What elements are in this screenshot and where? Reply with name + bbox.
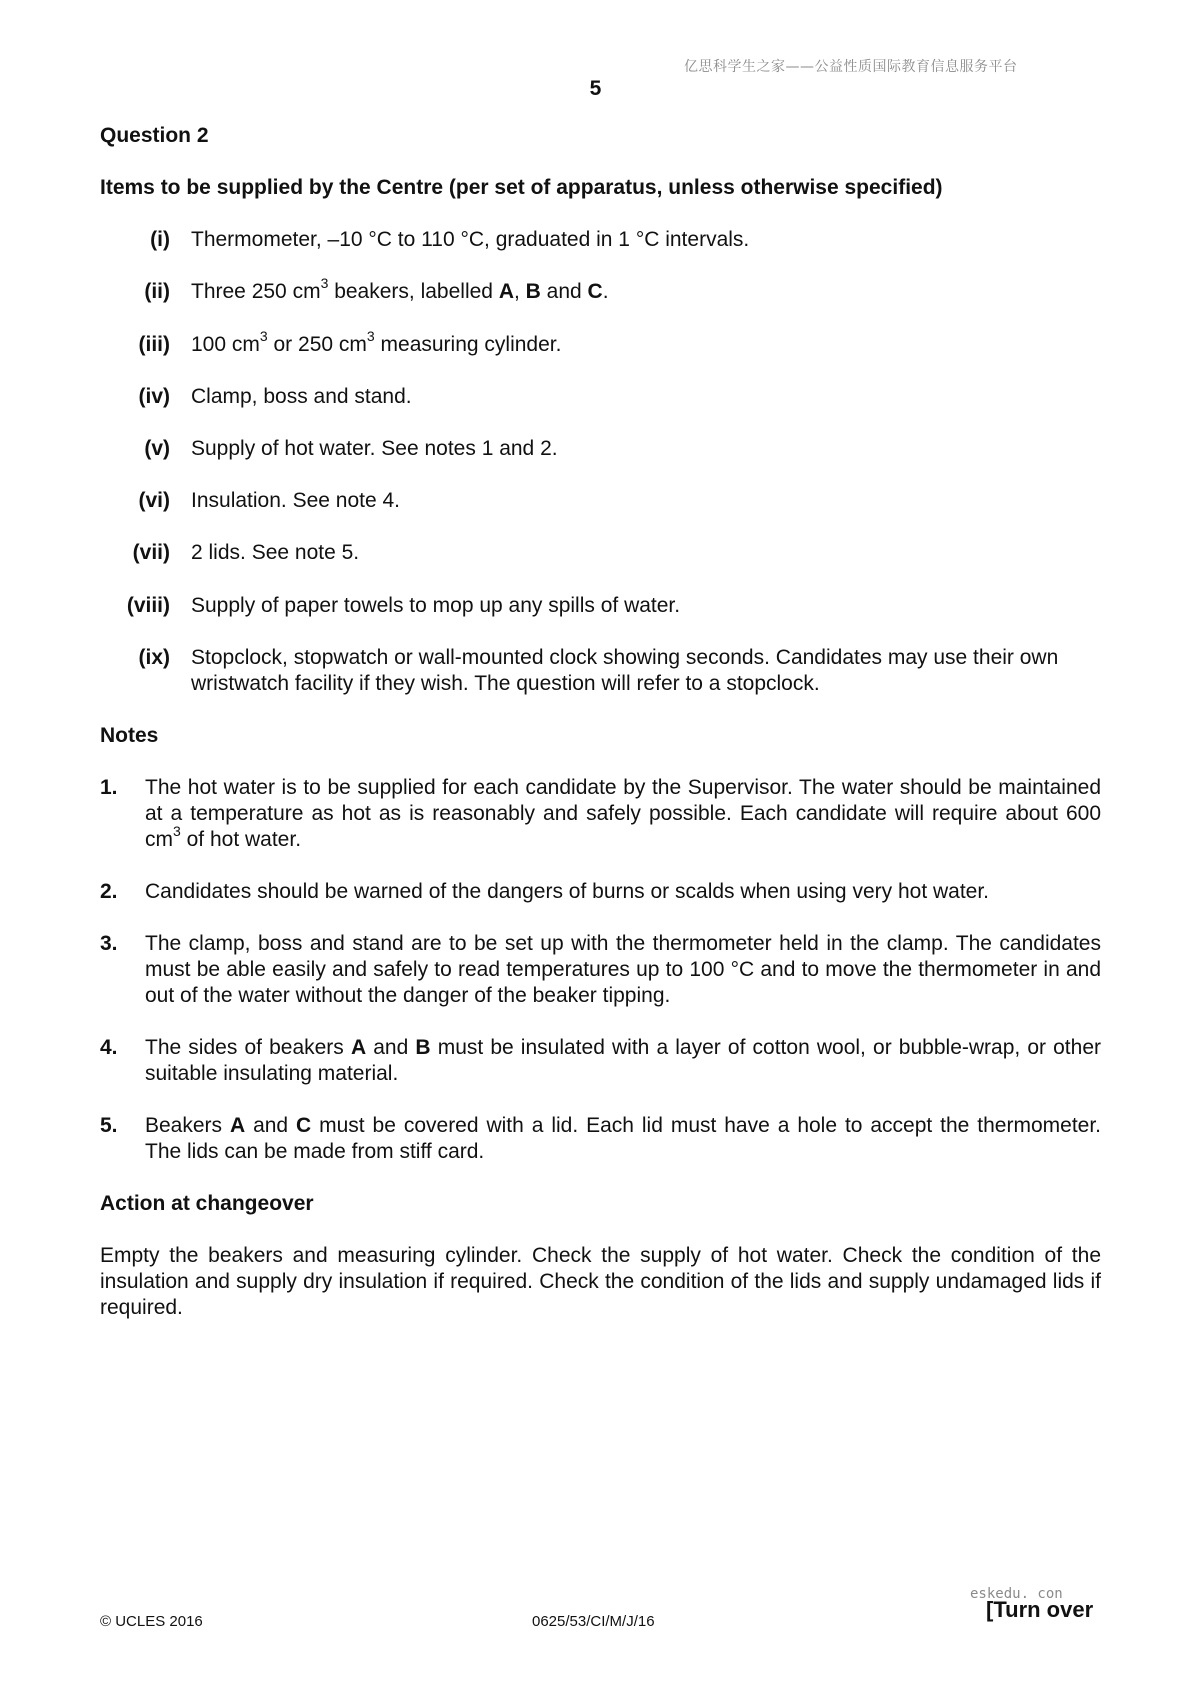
text-run: Thermometer, –10 °C to 110 °C, graduated in 1 °C intervals. [191,228,750,251]
text-run: The clamp, boss and stand are to be set up with the thermometer held in the clamp. The candidates must be able easily and safely to read temperatures up to 100 °C and to move the thermometer in and out of the water without the danger of the beaker tipping. [145,932,1101,1007]
item-text [191,645,1101,697]
note-number: 4. [100,1036,118,1059]
superscript: 3 [259,328,268,344]
item-label: (viii) [126,594,170,617]
bold-label: A [498,280,514,303]
text-run: and [540,280,588,303]
item-text [191,384,1101,410]
item-label: (vii) [132,541,170,564]
text-run: must be insulated with a layer of cotton wool, or bubble-wrap, or other suitable insulating material. [145,1036,1101,1085]
text-run: Stopclock, stopwatch or wall-mounted clock showing seconds. Candidates may use their own wristwatch facility if they wish. The question will refer to a stopclock. [191,646,1059,695]
superscript: 3 [320,275,329,291]
bold-label: C [587,280,603,303]
watermark-text: 亿思科学生之家——公益性质国际教育信息服务平台 [684,59,1018,75]
item-label: (vi) [138,489,170,512]
item-text [191,436,1101,462]
bold-label: A [229,1114,246,1137]
bold-label: C [296,1114,312,1137]
text-run: Supply of paper towels to mop up any spills of water. [191,594,681,617]
item-label: (iv) [138,385,170,408]
superscript: 3 [366,328,375,344]
note-number: 5. [100,1114,118,1137]
text-run: Three 250 cm [191,280,321,303]
superscript: 3 [173,823,181,839]
note-text [145,1113,1101,1165]
text-run: must be covered with a lid. Each lid must have a hole to accept the thermometer. The lids can be made from stiff card. [145,1114,1102,1163]
item-text [191,540,1101,566]
bold-label: A [350,1036,367,1059]
note-number: 1. [100,776,118,799]
text-run: measuring cylinder. [374,333,562,356]
text-run: and [366,1036,416,1059]
footer-paper-code: 0625/53/CI/M/J/16 [532,1613,655,1630]
item-label: (ix) [138,646,170,669]
text-run: Insulation. See note 4. [191,489,400,512]
changeover-paragraph: Empty the beakers and measuring cylinder. Check the supply of hot water. Check the condition of the insulation and supply dry insulation if required. Check the condition of the lids and supply undamaged lids if required. [100,1244,1101,1319]
footer-site-watermark: eskedu. con [970,1586,1063,1602]
text-run: The hot water is to be supplied for each candidate by the Supervisor. The water should be maintained at a temperature as hot as is reasonably and safely possible. Each candidate will require about 600 cm [145,776,1101,851]
text-run: Supply of hot water. See notes 1 and 2. [191,437,558,460]
note-text [145,1035,1101,1087]
note-text [145,879,1101,905]
text-run: 2 lids. See note 5. [191,541,360,564]
item-text [191,227,1101,253]
text-run: Beakers [145,1114,230,1137]
item-label: (v) [144,437,170,460]
turn-over-label: [Turn over [986,1597,1094,1622]
note-text [145,775,1101,853]
item-label: (ii) [144,280,170,303]
item-text [191,488,1101,514]
note-number: 2. [100,880,118,903]
question-title: Question 2 [100,124,209,147]
text-run: of hot water. [180,828,302,851]
text-run: or 250 cm [267,333,367,356]
text-run: Clamp, boss and stand. [191,385,412,408]
footer-copyright: © UCLES 2016 [100,1613,203,1630]
text-run: Candidates should be warned of the dangers of burns or scalds when using very hot water. [145,880,990,903]
bold-label: B [525,280,541,303]
note-number: 3. [100,932,118,955]
text-run: The sides of beakers [145,1036,351,1059]
note-text [145,931,1101,1009]
item-label: (i) [150,228,170,251]
notes-heading: Notes [100,724,159,747]
items-heading: Items to be supplied by the Centre (per set of apparatus, unless otherwise specified) [100,176,943,199]
page-number: 5 [589,77,602,100]
text-run: , [513,280,526,303]
item-text [191,275,1101,305]
bold-label: B [415,1036,431,1059]
changeover-heading: Action at changeover [100,1192,314,1215]
item-text [191,593,1101,619]
text-run: 100 cm [191,333,260,356]
item-label: (iii) [138,333,170,356]
text-run: beakers, labelled [328,280,499,303]
item-text [191,328,1101,358]
text-run: . [602,280,609,303]
text-run: and [245,1114,297,1137]
